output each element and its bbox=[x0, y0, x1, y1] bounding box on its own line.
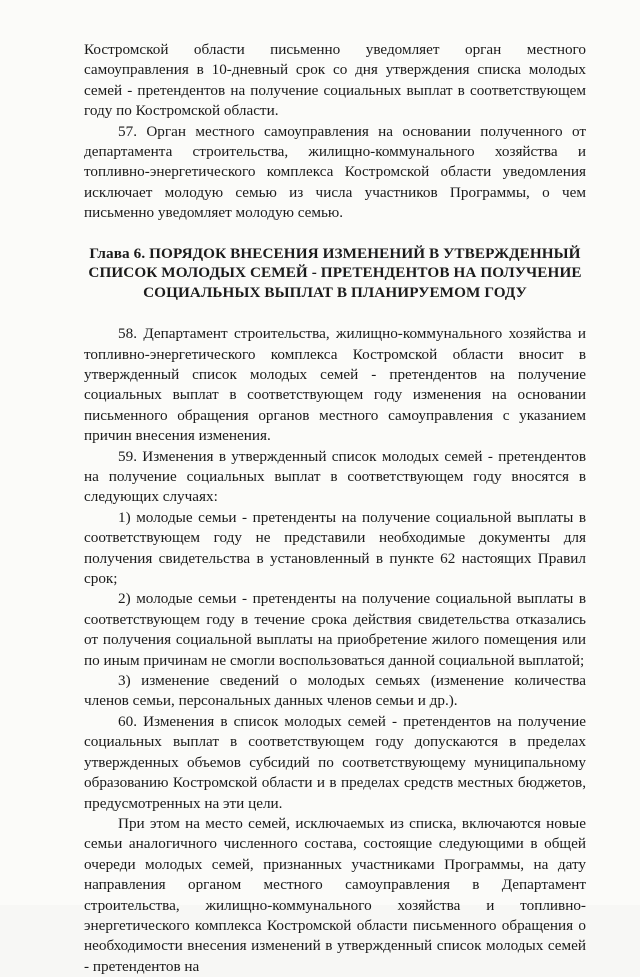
chapter-title-line: СОЦИАЛЬНЫХ ВЫПЛАТ В ПЛАНИРУЕМОМ ГОДУ bbox=[143, 283, 527, 301]
paragraph-59-item-2: 2) молодые семьи - претенденты на получение социальной выплаты в соответствующем году в течение срока действия свидетельства отказались от получения социальной выплаты на приобретение жилого помещения или по иным причинам не смогли воспользоваться данной социальной выплатой; bbox=[84, 590, 586, 669]
paragraph-58: 58. Департамент строительства, жилищно-коммунального хозяйства и топливно-энергетического комплекса Костромской области вносит в утвержденный список молодых семей - претендентов на получение социальных выплат в соответствующем году изменения на основании письменного обращения органов местного самоуправления с указанием причин внесения изменения. bbox=[84, 325, 586, 445]
chapter-title-line: Глава 6. ПОРЯДОК ВНЕСЕНИЯ ИЗМЕНЕНИЙ В УТВЕРЖДЕННЫЙ bbox=[89, 244, 581, 262]
chapter-title-line: СПИСОК МОЛОДЫХ СЕМЕЙ - ПРЕТЕНДЕНТОВ НА ПОЛУЧЕНИЕ bbox=[88, 264, 582, 282]
paragraph-60-note: При этом на место семей, исключаемых из списка, включаются новые семьи аналогичного численного состава, состоящие следующими в общей очереди молодых семей, признанных участниками Программы, на дату направления органом местного самоуправления в Департамент строительства, жилищно-коммунального хозяйства и топливно-энергетического комплекса Костромской области письменного обращения о необходимости внесения изменений в утвержденный список молодых семей - претендентов на bbox=[84, 814, 586, 975]
paragraph-intro: Костромской области письменно уведомляет орган местного самоуправления в 10-дневный срок со дня утверждения списка молодых семей - претендентов на получение социальных выплат в соответствующем году по Костромской области. bbox=[84, 41, 586, 120]
chapter-title bbox=[84, 244, 586, 303]
paragraph-59-item-3: 3) изменение сведений о молодых семьях (изменение количества членов семьи, персональных данных членов семьи и др.). bbox=[84, 672, 586, 710]
paragraph-60: 60. Изменения в список молодых семей - претендентов на получение социальных выплат в соответствующем году допускаются в пределах утвержденных объемов субсидий по соответствующему муниципальному образованию Костромской области и в пределах средств местных бюджетов, предусмотренных на эти цели. bbox=[84, 712, 586, 812]
paragraph-59-item-1: 1) молодые семьи - претенденты на получение социальной выплаты в соответствующем году не представили необходимые документы для получения свидетельства в установленный в пункте 62 настоящих Правил срок; bbox=[84, 508, 586, 588]
paragraph-57: 57. Орган местного самоуправления на основании полученного от департамента строительства, жилищно-коммунального хозяйства и топливно-энергетического комплекса Костромской области уведомления исключает молодую семью из числа участников Программы, о чем письменно уведомляет молодую семью. bbox=[84, 122, 586, 222]
paragraph-59: 59. Изменения в утвержденный список молодых семей - претендентов на получение социальных выплат в соответствующем году вносятся в следующих случаях: bbox=[84, 447, 586, 506]
